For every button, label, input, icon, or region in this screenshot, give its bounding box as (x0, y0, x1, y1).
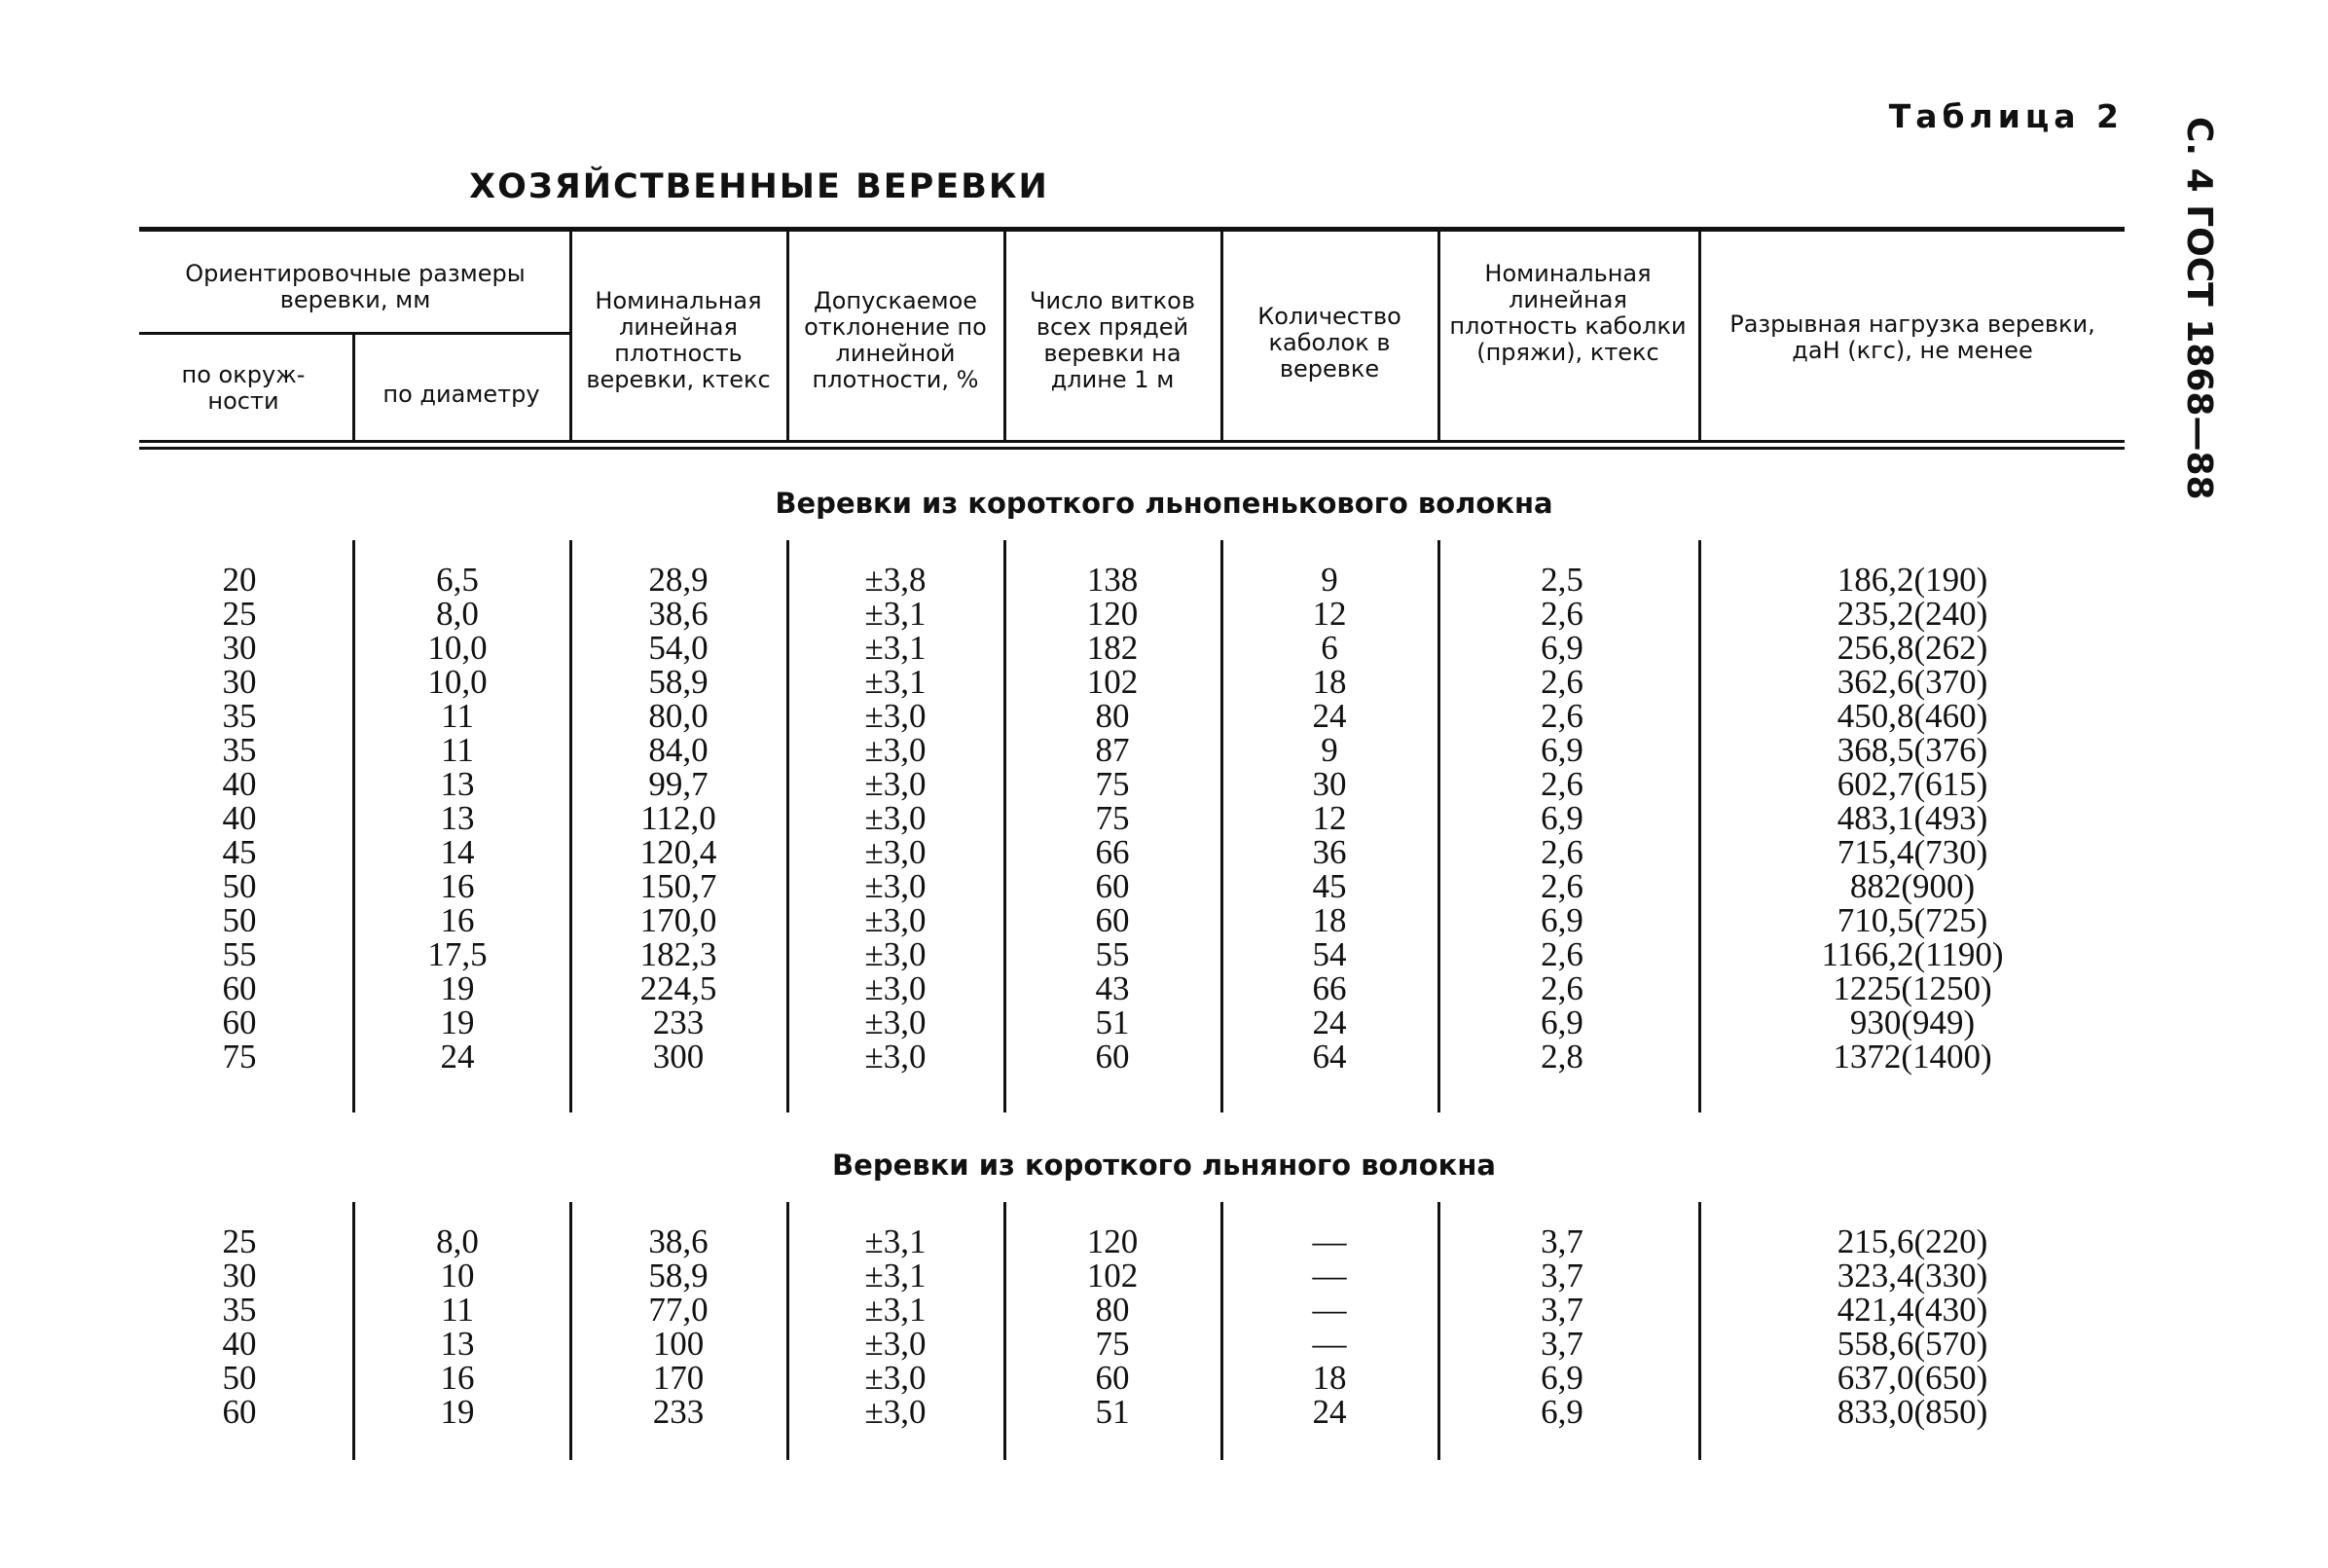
cell-deviation: ±3,1 (864, 1257, 927, 1295)
cell-yarns-count: 36 (1312, 833, 1347, 871)
cell-yarns-count: 66 (1312, 969, 1347, 1007)
cell-deviation: ±3,0 (864, 765, 927, 803)
cell-diameter: 11 (441, 1291, 474, 1329)
cell-deviation: ±3,0 (864, 867, 927, 905)
cell-breaking-load: 710,5(725) (1837, 901, 1988, 939)
table-row (0, 767, 2328, 801)
cell-turns: 80 (1095, 1291, 1130, 1329)
cell-diameter: 16 (440, 1359, 475, 1397)
cell-yarn-density: 3,7 (1541, 1257, 1583, 1295)
cell-circumference: 40 (222, 765, 257, 803)
header-yarns-count: Количество каболок в веревке (1257, 303, 1401, 383)
cell-yarns-count: — (1312, 1257, 1347, 1295)
cell-yarns-count: — (1312, 1222, 1347, 1260)
header-bottom-rule-1 (139, 440, 2125, 443)
cell-linear-density: 99,7 (648, 765, 709, 803)
table-row (0, 1224, 2328, 1258)
table-row (0, 1327, 2328, 1361)
cell-linear-density: 38,6 (648, 1222, 709, 1260)
cell-yarn-density: 2,6 (1541, 595, 1583, 633)
cell-breaking-load: 421,4(430) (1837, 1291, 1988, 1329)
top-rule (139, 227, 2125, 232)
cell-yarns-count: 18 (1312, 901, 1347, 939)
cell-circumference: 35 (222, 697, 257, 735)
cell-diameter: 11 (441, 731, 474, 769)
header-vline (1437, 232, 1440, 440)
cell-linear-density: 233 (652, 1003, 705, 1041)
header-bottom-rule-2 (139, 447, 2125, 450)
cell-deviation: ±3,0 (864, 833, 927, 871)
cell-turns: 43 (1095, 969, 1130, 1007)
cell-yarn-density: 6,9 (1541, 1359, 1583, 1397)
cell-breaking-load: 1372(1400) (1833, 1038, 1992, 1076)
cell-deviation: ±3,0 (864, 1393, 927, 1431)
cell-yarns-count: — (1312, 1325, 1347, 1363)
header-breaking-load: Разрывная нагрузка веревки, даН (кгс), не менее (1729, 310, 2095, 364)
cell-diameter: 14 (440, 833, 475, 871)
cell-yarns-count: 12 (1312, 799, 1347, 837)
cell-deviation: ±3,1 (864, 663, 927, 701)
cell-breaking-load: 368,5(376) (1837, 731, 1988, 769)
cell-circumference: 35 (222, 731, 257, 769)
cell-diameter: 8,0 (436, 1222, 479, 1260)
cell-yarns-count: 18 (1312, 1359, 1347, 1397)
cell-breaking-load: 1225(1250) (1833, 969, 1992, 1007)
cell-circumference: 30 (222, 663, 257, 701)
table-row (0, 903, 2328, 937)
cell-breaking-load: 833,0(850) (1837, 1393, 1988, 1431)
header-circumference: по окруж-ности (181, 361, 306, 415)
cell-yarn-density: 6,9 (1541, 799, 1583, 837)
header-vline (1003, 232, 1006, 440)
cell-linear-density: 112,0 (640, 799, 716, 837)
table-title: ХОЗЯЙСТВЕННЫЕ ВЕРЕВКИ (469, 167, 1049, 206)
header-yarn-density: Номинальная линейная плотность каболки (пряжи), ктекс (1449, 260, 1687, 366)
table-row (0, 937, 2328, 971)
cell-diameter: 16 (440, 901, 475, 939)
cell-linear-density: 300 (652, 1038, 705, 1076)
cell-circumference: 55 (222, 935, 257, 973)
cell-diameter: 13 (440, 1325, 475, 1363)
cell-diameter: 19 (440, 969, 475, 1007)
cell-breaking-load: 215,6(220) (1837, 1222, 1988, 1260)
cell-yarn-density: 2,8 (1541, 1038, 1583, 1076)
cell-linear-density: 182,3 (639, 935, 717, 973)
cell-circumference: 30 (222, 629, 257, 667)
cell-yarn-density: 6,9 (1541, 629, 1583, 667)
cell-deviation: ±3,0 (864, 1325, 927, 1363)
cell-linear-density: 77,0 (648, 1291, 709, 1329)
cell-yarns-count: 24 (1312, 1393, 1347, 1431)
cell-circumference: 75 (222, 1038, 257, 1076)
table-row (0, 971, 2328, 1005)
cell-yarn-density: 2,6 (1541, 765, 1583, 803)
cell-circumference: 50 (222, 1359, 257, 1397)
cell-circumference: 40 (222, 1325, 257, 1363)
table-row (0, 1005, 2328, 1039)
cell-turns: 87 (1095, 731, 1130, 769)
header-vline (1698, 232, 1701, 440)
cell-linear-density: 28,9 (648, 561, 709, 599)
cell-turns: 55 (1095, 935, 1130, 973)
section-rows (0, 1224, 2328, 1429)
cell-diameter: 6,5 (436, 561, 479, 599)
cell-linear-density: 170,0 (639, 901, 717, 939)
cell-diameter: 10,0 (427, 629, 488, 667)
cell-yarns-count: 6 (1321, 629, 1338, 667)
table-row (0, 835, 2328, 869)
cell-turns: 66 (1095, 833, 1130, 871)
cell-circumference: 45 (222, 833, 257, 871)
cell-deviation: ±3,0 (864, 969, 927, 1007)
table-row (0, 1039, 2328, 1074)
cell-yarns-count: 54 (1312, 935, 1347, 973)
cell-breaking-load: 186,2(190) (1837, 561, 1988, 599)
table-row (0, 597, 2328, 631)
cell-breaking-load: 235,2(240) (1837, 595, 1988, 633)
page-reference: С. 4 ГОСТ 1868—88 (2179, 117, 2219, 500)
cell-deviation: ±3,0 (864, 731, 927, 769)
cell-diameter: 13 (440, 799, 475, 837)
cell-yarn-density: 2,5 (1541, 561, 1583, 599)
cell-circumference: 25 (222, 595, 257, 633)
cell-turns: 60 (1095, 1359, 1130, 1397)
cell-yarns-count: 64 (1312, 1038, 1347, 1076)
cell-yarns-count: 45 (1312, 867, 1347, 905)
cell-yarn-density: 6,9 (1541, 1393, 1583, 1431)
cell-yarn-density: 6,9 (1541, 901, 1583, 939)
cell-breaking-load: 930(949) (1849, 1003, 1976, 1041)
cell-linear-density: 100 (652, 1325, 705, 1363)
cell-turns: 60 (1095, 901, 1130, 939)
cell-breaking-load: 882(900) (1849, 867, 1976, 905)
cell-yarns-count: 24 (1312, 697, 1347, 735)
cell-linear-density: 150,7 (639, 867, 717, 905)
cell-turns: 102 (1086, 663, 1139, 701)
cell-yarns-count: — (1312, 1291, 1347, 1329)
cell-turns: 75 (1095, 799, 1130, 837)
cell-turns: 138 (1086, 561, 1139, 599)
section-title: Веревки из короткого льняного волокна (832, 1149, 1496, 1182)
cell-circumference: 60 (222, 1393, 257, 1431)
cell-turns: 182 (1086, 629, 1139, 667)
cell-deviation: ±3,0 (864, 1038, 927, 1076)
header-size-group: Ориентировочные размеры веревки, мм (185, 260, 526, 313)
cell-circumference: 50 (222, 901, 257, 939)
table-row (0, 1395, 2328, 1429)
cell-circumference: 60 (222, 969, 257, 1007)
cell-breaking-load: 256,8(262) (1837, 629, 1988, 667)
cell-yarn-density: 2,6 (1541, 867, 1583, 905)
cell-diameter: 11 (441, 697, 474, 735)
header-deviation: Допускаемое отклонение по линейной плотности, % (804, 287, 987, 393)
cell-diameter: 19 (440, 1393, 475, 1431)
cell-linear-density: 84,0 (648, 731, 709, 769)
cell-turns: 80 (1095, 697, 1130, 735)
cell-yarn-density: 3,7 (1541, 1325, 1583, 1363)
cell-linear-density: 58,9 (648, 663, 709, 701)
cell-diameter: 10 (440, 1257, 475, 1295)
cell-turns: 75 (1095, 1325, 1130, 1363)
cell-breaking-load: 637,0(650) (1837, 1359, 1988, 1397)
cell-deviation: ±3,1 (864, 595, 927, 633)
cell-circumference: 50 (222, 867, 257, 905)
header-diameter: по диаметру (382, 381, 540, 408)
cell-yarn-density: 3,7 (1541, 1291, 1583, 1329)
cell-circumference: 40 (222, 799, 257, 837)
cell-yarn-density: 3,7 (1541, 1222, 1583, 1260)
cell-yarns-count: 9 (1321, 731, 1338, 769)
cell-linear-density: 38,6 (648, 595, 709, 633)
cell-deviation: ±3,0 (864, 1003, 927, 1041)
table-row (0, 801, 2328, 835)
cell-turns: 120 (1086, 1222, 1139, 1260)
cell-circumference: 30 (222, 1257, 257, 1295)
cell-turns: 120 (1086, 595, 1139, 633)
cell-yarn-density: 2,6 (1541, 663, 1583, 701)
cell-yarn-density: 2,6 (1541, 935, 1583, 973)
table-row (0, 563, 2328, 597)
header-vline (352, 335, 355, 440)
cell-breaking-load: 362,6(370) (1837, 663, 1988, 701)
cell-turns: 75 (1095, 765, 1130, 803)
cell-deviation: ±3,0 (864, 799, 927, 837)
cell-breaking-load: 602,7(615) (1837, 765, 1988, 803)
cell-yarn-density: 2,6 (1541, 969, 1583, 1007)
cell-yarns-count: 24 (1312, 1003, 1347, 1041)
cell-yarn-density: 2,6 (1541, 697, 1583, 735)
section-rows (0, 563, 2328, 1074)
table-row (0, 1361, 2328, 1395)
cell-linear-density: 233 (652, 1393, 705, 1431)
table-label: Таблица 2 (1888, 97, 2124, 135)
section-title: Веревки из короткого льнопенькового волокна (775, 487, 1553, 520)
table-row (0, 631, 2328, 665)
header-vline (786, 232, 789, 440)
cell-yarns-count: 30 (1312, 765, 1347, 803)
cell-turns: 102 (1086, 1257, 1139, 1295)
cell-circumference: 25 (222, 1222, 257, 1260)
cell-deviation: ±3,0 (864, 1359, 927, 1397)
cell-diameter: 19 (440, 1003, 475, 1041)
cell-linear-density: 170 (652, 1359, 705, 1397)
cell-yarns-count: 18 (1312, 663, 1347, 701)
cell-deviation: ±3,8 (864, 561, 927, 599)
cell-diameter: 24 (440, 1038, 475, 1076)
cell-breaking-load: 715,4(730) (1837, 833, 1988, 871)
cell-linear-density: 54,0 (648, 629, 709, 667)
cell-diameter: 17,5 (427, 935, 488, 973)
cell-diameter: 10,0 (427, 663, 488, 701)
cell-breaking-load: 483,1(493) (1837, 799, 1988, 837)
cell-circumference: 60 (222, 1003, 257, 1041)
cell-linear-density: 224,5 (639, 969, 717, 1007)
header-vline (1220, 232, 1223, 440)
cell-turns: 60 (1095, 867, 1130, 905)
cell-deviation: ±3,0 (864, 935, 927, 973)
table-row (0, 869, 2328, 903)
cell-breaking-load: 323,4(330) (1837, 1257, 1988, 1295)
cell-diameter: 16 (440, 867, 475, 905)
table-row (0, 1258, 2328, 1293)
cell-turns: 51 (1095, 1003, 1130, 1041)
cell-deviation: ±3,1 (864, 1291, 927, 1329)
cell-breaking-load: 450,8(460) (1837, 697, 1988, 735)
cell-linear-density: 58,9 (648, 1257, 709, 1295)
header-turns: Число витков всех прядей веревки на длине 1 м (1030, 287, 1195, 393)
cell-linear-density: 120,4 (639, 833, 717, 871)
table-row (0, 733, 2328, 767)
cell-breaking-load: 1166,2(1190) (1821, 935, 2004, 973)
cell-yarn-density: 2,6 (1541, 833, 1583, 871)
table-row (0, 699, 2328, 733)
cell-deviation: ±3,1 (864, 1222, 927, 1260)
cell-yarn-density: 6,9 (1541, 731, 1583, 769)
cell-turns: 51 (1095, 1393, 1130, 1431)
cell-linear-density: 80,0 (648, 697, 709, 735)
cell-diameter: 13 (440, 765, 475, 803)
cell-yarns-count: 12 (1312, 595, 1347, 633)
cell-circumference: 20 (222, 561, 257, 599)
table-row (0, 665, 2328, 699)
table-row (0, 1293, 2328, 1327)
header-linear-density: Номинальная линейная плотность веревки, ктекс (586, 287, 771, 393)
cell-turns: 60 (1095, 1038, 1130, 1076)
cell-deviation: ±3,1 (864, 629, 927, 667)
cell-circumference: 35 (222, 1291, 257, 1329)
cell-breaking-load: 558,6(570) (1837, 1325, 1988, 1363)
cell-yarn-density: 6,9 (1541, 1003, 1583, 1041)
cell-diameter: 8,0 (436, 595, 479, 633)
cell-yarns-count: 9 (1321, 561, 1338, 599)
header-vline (569, 232, 572, 440)
cell-deviation: ±3,0 (864, 901, 927, 939)
cell-deviation: ±3,0 (864, 697, 927, 735)
